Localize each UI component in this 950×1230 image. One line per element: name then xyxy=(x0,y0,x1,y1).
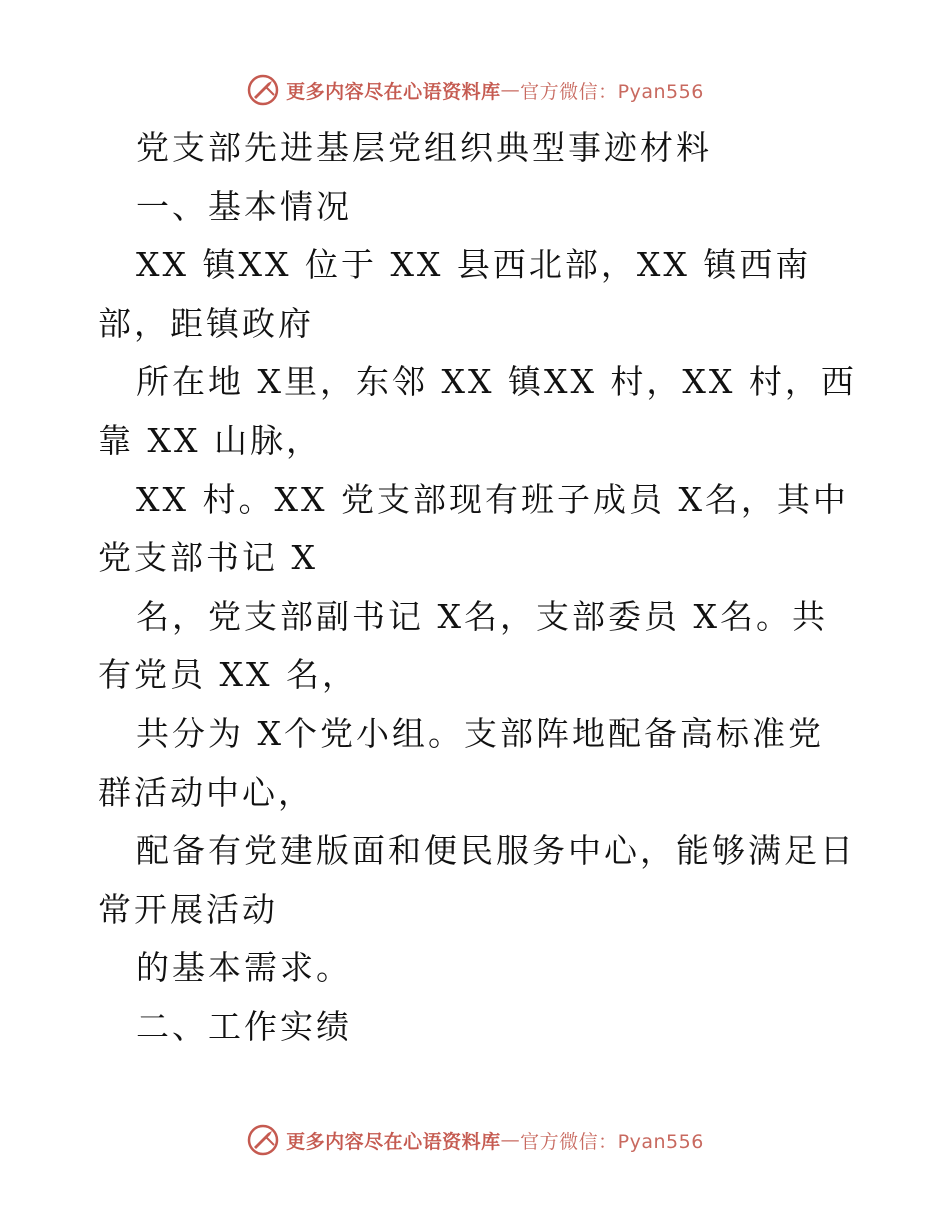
paragraph: 所在地 X里，东邻 XX 镇XX 村，XX 村，西靠 XX 山脉， xyxy=(98,362,857,460)
paragraph: 的基本需求。 xyxy=(136,948,352,988)
section-heading-achievements: 二、工作实绩 xyxy=(136,1006,352,1046)
watermark-footer xyxy=(0,1120,950,1160)
watermark-contact: 官方微信：Pyan556 xyxy=(520,1130,704,1153)
paragraph: 共分为 X个党小组。支部阵地配备高标准党群活动中心， xyxy=(98,713,824,812)
document-body xyxy=(98,119,858,1057)
paragraph: XX 村。XX 党支部现有班子成员 X名，其中党支部书记 X xyxy=(98,479,849,578)
watermark-header xyxy=(0,70,950,110)
watermark-separator: — xyxy=(500,79,521,101)
section-heading-basic: 一、基本情况 xyxy=(136,186,352,226)
watermark-brand: 更多内容尽在心语资料库 xyxy=(286,80,501,103)
paragraph: 名，党支部副书记 X名，支部委员 X名。共有党员 XX 名， xyxy=(98,596,828,695)
document-title: 党支部先进基层党组织典型事迹材料 xyxy=(136,128,712,167)
watermark-brand: 更多内容尽在心语资料库 xyxy=(286,1130,501,1153)
watermark-separator: — xyxy=(500,1129,521,1151)
paragraph: XX 镇XX 位于 XX 县西北部，XX 镇西南部，距镇政府 xyxy=(98,245,812,343)
paragraph: 配备有党建版面和便民服务中心，能够满足日常开展活动 xyxy=(98,831,856,929)
quill-logo-icon xyxy=(246,1123,280,1157)
watermark-contact: 官方微信：Pyan556 xyxy=(520,80,704,103)
quill-logo-icon xyxy=(246,73,280,107)
